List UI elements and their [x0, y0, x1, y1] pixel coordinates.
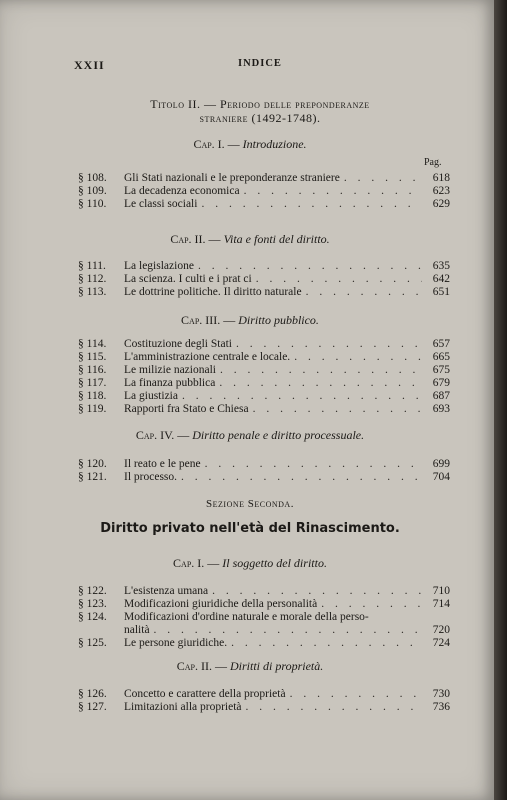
section-number: § 108. — [78, 172, 107, 184]
leader-dots — [232, 338, 422, 350]
toc-entry[interactable] — [78, 458, 450, 470]
part-title — [100, 97, 420, 125]
entry-title: La legislazione — [124, 260, 194, 272]
entry-title: Modificazioni giuridiche della personalità — [124, 598, 318, 610]
toc-entry[interactable] — [78, 351, 450, 363]
chapter-heading — [80, 556, 420, 571]
running-title: INDICE — [238, 58, 282, 69]
section-number: § 117. — [78, 377, 107, 389]
chapter-title: Diritti di proprietà. — [230, 659, 324, 673]
section-number: § 118. — [78, 390, 107, 402]
page-ref: 699 — [432, 458, 450, 470]
section-number: § 113. — [78, 286, 107, 298]
section-number: § 124. — [78, 611, 107, 623]
page-ref: 642 — [432, 273, 450, 285]
page-ref: 657 — [432, 338, 450, 350]
leader-dots — [317, 598, 422, 610]
entry-title: Limitazioni alla proprietà — [124, 701, 242, 713]
section-number: § 111. — [78, 260, 106, 272]
chapter-title: Diritto penale e diritto processuale. — [192, 428, 365, 442]
leader-dots — [302, 286, 422, 298]
page-ref: 651 — [432, 286, 450, 298]
entry-title: L'esistenza umana — [124, 585, 209, 597]
page-ref: 665 — [432, 351, 450, 363]
leader-dots — [369, 611, 422, 623]
chapter-prefix: Cap. III. — — [181, 313, 236, 327]
chapter-title: Introduzione. — [242, 137, 307, 151]
toc-entry[interactable] — [78, 364, 450, 376]
page-ref: 714 — [432, 598, 450, 610]
entry-title: Il processo. — [124, 471, 178, 483]
entry-title: Le classi sociali — [124, 198, 198, 210]
chapter-heading — [80, 313, 420, 328]
toc-entry[interactable] — [78, 688, 450, 700]
entry-title: Le persone giuridiche. — [124, 637, 228, 649]
chapter-prefix: Cap. IV. — — [135, 428, 190, 442]
leader-dots — [290, 351, 422, 363]
toc-entry[interactable] — [78, 637, 450, 649]
leader-dots — [178, 390, 422, 402]
section-number: § 127. — [78, 701, 107, 713]
entry-title: La finanza pubblica — [124, 377, 216, 389]
toc-entry[interactable] — [78, 390, 450, 402]
toc-entry[interactable] — [78, 403, 450, 415]
page-ref — [422, 611, 450, 623]
page-ref: 679 — [432, 377, 450, 389]
section-number: § 112. — [78, 273, 107, 285]
toc-entry[interactable] — [78, 338, 450, 350]
leader-dots — [208, 585, 422, 597]
section-number: § 120. — [78, 458, 107, 470]
page-ref: 618 — [432, 172, 450, 184]
section-number — [78, 624, 124, 636]
leader-dots — [286, 688, 422, 700]
toc-entry[interactable] — [78, 471, 450, 483]
section-number: § 125. — [78, 637, 107, 649]
leader-dots — [177, 471, 422, 483]
toc-entry[interactable] — [78, 701, 450, 713]
entry-title: Le dottrine politiche. Il diritto naturale — [124, 286, 302, 298]
toc-entry[interactable] — [78, 286, 450, 298]
chapter-heading — [80, 428, 420, 443]
section-number: § 114. — [78, 338, 107, 350]
entry-title: Il reato e le pene — [124, 458, 201, 470]
pag-label: Pag. — [424, 157, 442, 168]
leader-dots — [216, 364, 422, 376]
entry-title: L'amministrazione centrale e locale. — [124, 351, 291, 363]
toc-entry[interactable] — [78, 273, 450, 285]
section-number: § 116. — [78, 364, 107, 376]
page-ref: 675 — [432, 364, 450, 376]
entry-title: Modificazioni d'ordine naturale e morale della perso- — [124, 611, 369, 623]
leader-dots — [227, 637, 422, 649]
section-number: § 110. — [78, 198, 107, 210]
chapter-heading — [80, 137, 420, 152]
chapter-title: Diritto pubblico. — [238, 313, 319, 327]
entry-title: La scienza. I culti e i prat ci — [124, 273, 252, 285]
chapter-title: Il soggetto del diritto. — [222, 556, 327, 570]
entry-title: Le milizie nazionali — [124, 364, 216, 376]
toc-entry[interactable] — [78, 172, 450, 184]
section-number: § 115. — [78, 351, 107, 363]
chapter-prefix: Cap. II. — — [176, 659, 227, 673]
entry-title: Concetto e carattere della proprietà — [124, 688, 286, 700]
leader-dots — [249, 403, 422, 415]
leader-dots — [240, 185, 422, 197]
section-label: Sezione Seconda. — [206, 498, 294, 510]
entry-title: Rapporti fra Stato e Chiesa — [124, 403, 249, 415]
page-ref: 635 — [432, 260, 450, 272]
chapter-prefix: Cap. I. — — [193, 137, 240, 151]
book-spine-shadow — [494, 0, 507, 800]
entry-title: Gli Stati nazionali e le preponderanze straniere — [124, 172, 340, 184]
leader-dots — [340, 172, 422, 184]
page-ref: 720 — [432, 624, 450, 636]
page-ref: 629 — [432, 198, 450, 210]
toc-entry[interactable] — [78, 185, 450, 197]
toc-entry[interactable] — [78, 585, 450, 597]
page-ref: 623 — [432, 185, 450, 197]
toc-entry[interactable] — [78, 377, 450, 389]
leader-dots — [194, 260, 422, 272]
section-number: § 109. — [78, 185, 107, 197]
page-ref: 687 — [432, 390, 450, 402]
leader-dots — [197, 198, 422, 210]
chapter-title: Vita e fonti del diritto. — [223, 232, 330, 246]
chapter-prefix: Cap. II. — — [170, 232, 221, 246]
page-ref: 710 — [432, 585, 450, 597]
toc-entry[interactable] — [78, 598, 450, 610]
chapter-heading — [80, 659, 420, 674]
leader-dots — [242, 701, 422, 713]
page-number: XXII — [74, 58, 105, 72]
part-title-line1: Titolo II. — Periodo delle preponderanze — [150, 97, 370, 111]
section-title: Diritto privato nell'età del Rinascimento. — [100, 521, 400, 536]
page-ref: 730 — [432, 688, 450, 700]
section-number: § 119. — [78, 403, 107, 415]
toc-entry[interactable] — [78, 611, 450, 623]
leader-dots — [252, 273, 422, 285]
section-number: § 122. — [78, 585, 107, 597]
page-ref: 704 — [432, 471, 450, 483]
chapter-prefix: Cap. I. — — [173, 556, 220, 570]
entry-title: Costituzione degli Stati — [124, 338, 232, 350]
page-ref: 736 — [432, 701, 450, 713]
entry-title: nalità — [124, 624, 150, 636]
leader-dots — [201, 458, 422, 470]
leader-dots — [150, 624, 422, 636]
chapter-heading — [80, 232, 420, 247]
toc-entry[interactable] — [78, 198, 450, 210]
page-ref: 693 — [432, 403, 450, 415]
toc-entry-continuation[interactable] — [78, 624, 450, 636]
entry-title: La decadenza economica — [124, 185, 240, 197]
leader-dots — [215, 377, 422, 389]
section-number: § 123. — [78, 598, 107, 610]
part-title-line2: straniere (1492-1748). — [199, 111, 321, 125]
toc-entry[interactable] — [78, 260, 450, 272]
entry-title: La giustizia — [124, 390, 178, 402]
section-number: § 121. — [78, 471, 107, 483]
page-ref: 724 — [432, 637, 450, 649]
section-number: § 126. — [78, 688, 107, 700]
